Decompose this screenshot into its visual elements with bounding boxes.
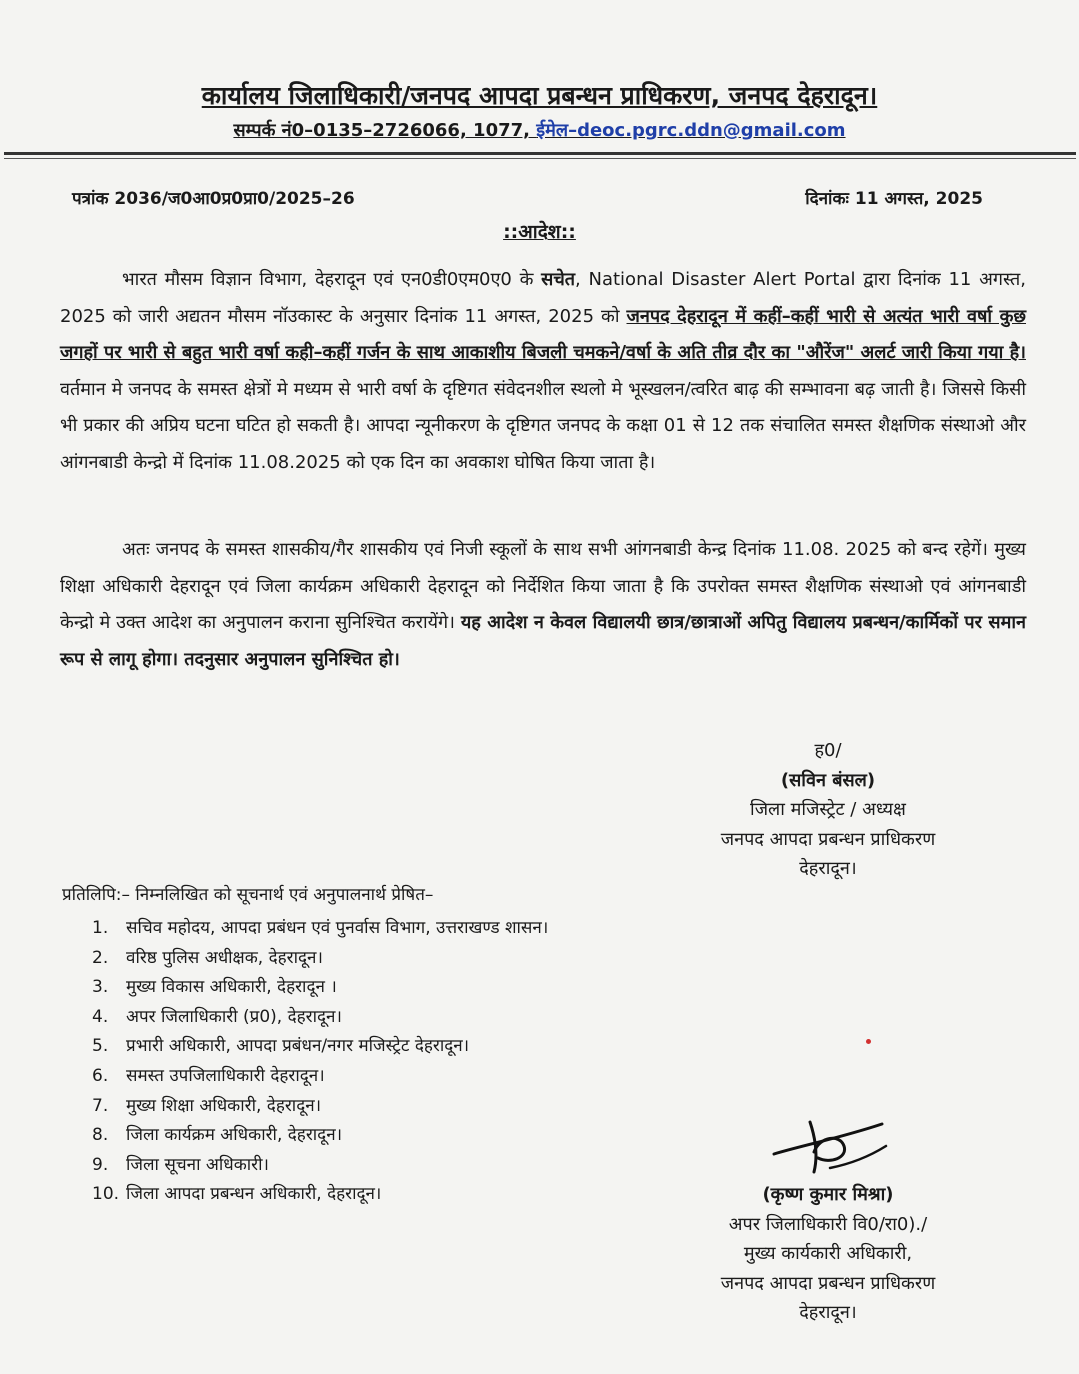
list-item [92,1092,548,1122]
order-paragraph-1 [60,262,1026,481]
list-item-text: वरिष्ठ पुलिस अधीक्षक, देहरादून। [126,947,323,968]
list-item-number: 7. [92,1095,109,1116]
list-item-number: 6. [92,1065,109,1086]
copy-to-intro: प्रतिलिपि:– निम्नलिखित को सूचनार्थ एवं अनुपालनार्थ प्रेषित– [62,885,434,905]
list-item [92,914,548,944]
list-item-number: 8. [92,1125,109,1146]
list-item-text: सचिव महोदय, आपदा प्रबंधन एवं पुनर्वास विभाग, उत्तराखण्ड शासन। [126,918,549,938]
list-item-text: समस्त उपजिलाधिकारी देहरादून। [126,1065,325,1086]
contact-numbers: सम्पर्क नं0–0135–2726066, 1077, [233,120,537,141]
list-item-text: जिला सूचना अधिकारी। [126,1154,269,1175]
list-item-text: मुख्य शिक्षा अधिकारी, देहरादून। [126,1095,322,1116]
list-item-number: 1. [92,918,109,938]
list-item-text: प्रभारी अधिकारी, आपदा प्रबंधन/नगर मजिस्ट्रेट देहरादून। [126,1036,470,1057]
para1-text-a: भारत मौसम विज्ञान विभाग, देहरादून एवं एन0डी0एम0ए0 के [122,269,542,290]
header-divider-thin [4,158,1076,159]
signatory-2-designation: अपर जिलाधिकारी वि0/रा0)./ [728,1213,928,1235]
signatory-block-2 [658,1180,998,1328]
list-item [92,973,548,1003]
list-item-text: जिला आपदा प्रबन्धन अधिकारी, देहरादून। [126,1184,382,1205]
list-item [92,1032,548,1062]
list-item [92,1180,548,1210]
para1-alert-statement: जनपद देहरादून में कहीं–कहीं भारी से अत्यंत भारी वर्षा कुछ जगहों पर भारी से बहुत भारी वर्षा कही–कहीं गर्जन के साथ आकाशीय बिजली चमकने/वर्षा के अति तीव्र दौर का "औरेंज" अलर्ट जारी किया गया है। [60,305,1027,363]
office-title: कार्यालय जिलाधिकारी/जनपद आपदा प्रबन्धन प्राधिकरण, जनपद देहरादून। [201,81,878,110]
signatory-1-authority: जनपद आपदा प्रबन्धन प्राधिकरण [720,828,936,850]
office-contact [0,118,1079,142]
list-item-text: अपर जिलाधिकारी (प्र0), देहरादून। [126,1006,342,1027]
list-item-number: 2. [92,947,109,968]
order-paragraph-2 [60,532,1026,678]
para1-text-b: , National Disaster Alert Portal द्वारा दिनांक 11 अगस्त, 2025 को जारी अद्यतन मौसम नॉउकास्ट के अनुसार दिनांक 11 अगस्त, 2025 को [60,269,1026,327]
stray-mark [866,1039,871,1044]
list-item-number: 10. [92,1184,120,1205]
list-item [92,1003,548,1033]
signatory-1-designation: जिला मजिस्ट्रेट / अध्यक्ष [750,799,906,820]
signatory-1-place: देहरादून। [799,858,857,879]
list-item [92,1121,548,1151]
list-item [92,1062,548,1092]
list-item-number: 9. [92,1154,109,1175]
signatory-1-name: (सविन बंसल) [780,769,876,791]
list-item-text: जिला कार्यक्रम अधिकारी, देहरादून। [126,1125,343,1146]
list-item [92,944,548,974]
signatory-2-place: देहरादून। [799,1302,857,1323]
para1-alert-word: सचेत [541,269,576,290]
list-item-number: 4. [92,1006,109,1027]
list-item-text: मुख्य विकास अधिकारी, देहरादून । [126,977,337,998]
signatory-block-1 [658,736,998,884]
list-item [92,1151,548,1181]
order-heading: ::आदेश:: [503,221,576,243]
letter-date: दिनांकः 11 अगस्त, 2025 [805,189,983,209]
signatory-2-name: (कृष्ण कुमार मिश्रा) [762,1184,894,1205]
handwritten-signature-icon [770,1112,890,1182]
para2-text-a: अतः जनपद के समस्त शासकीय/गैर शासकीय एवं निजी स्कूलों के साथ सभी आंगनबाडी केन्द्र दिनांक 11.08. 2025 को बन्द रहेगें। मुख्य शिक्षा अधिकारी देहरादून एवं जिला कार्यक्रम अधिकारी देहरादून को निर्देशित किया जाता है कि उपरोक्त समस्त शैक्षणिक संस्थाओ एवं आंगनबाडी केन्द्रो मे उक्त आदेश का अनुपालन कराना सुनिश्चित करायेंगे। [60,539,1026,633]
copy-to-list [92,914,548,1210]
list-item-number: 3. [92,977,109,998]
signed-mark: ह0/ [814,740,842,761]
list-item-number: 5. [92,1036,109,1057]
contact-email: ईमेल–deoc.pgrc.ddn@gmail.com [536,120,846,141]
para1-text-c: वर्तमान मे जनपद के समस्त क्षेत्रों मे मध्यम से भारी वर्षा के दृष्टिगत संवेदनशील स्थलो मे भूस्खलन/त्वरित बाढ़ की सम्भावना बढ़ जाती है। जिससे किसी भी प्रकार की अप्रिय घटना घटित हो सकती है। आपदा न्यूनीकरण के दृष्टिगत जनपद के कक्षा 01 से 12 तक संचालित समस्त शैक्षणिक संस्थाओ और आंगनबाडी केन्द्रो में दिनांक 11.08.2025 को एक दिन का अवकाश घोषित किया जाता है। [60,378,1026,473]
reference-number: पत्रांक 2036/ज0आ0प्र0प्रा0/2025–26 [72,189,355,209]
para2-bold-directive: यह आदेश न केवल विद्यालयी छात्र/छात्राओं अपितु विद्यालय प्रबन्धन/कार्मिकों पर समान रूप से लागू होगा। तदनुसार अनुपालन सुनिश्चित हो। [60,612,1026,670]
signatory-2-role: मुख्य कार्यकारी अधिकारी, [743,1243,913,1264]
header-divider [4,152,1076,155]
signatory-2-authority: जनपद आपदा प्रबन्धन प्राधिकरण [720,1272,936,1294]
